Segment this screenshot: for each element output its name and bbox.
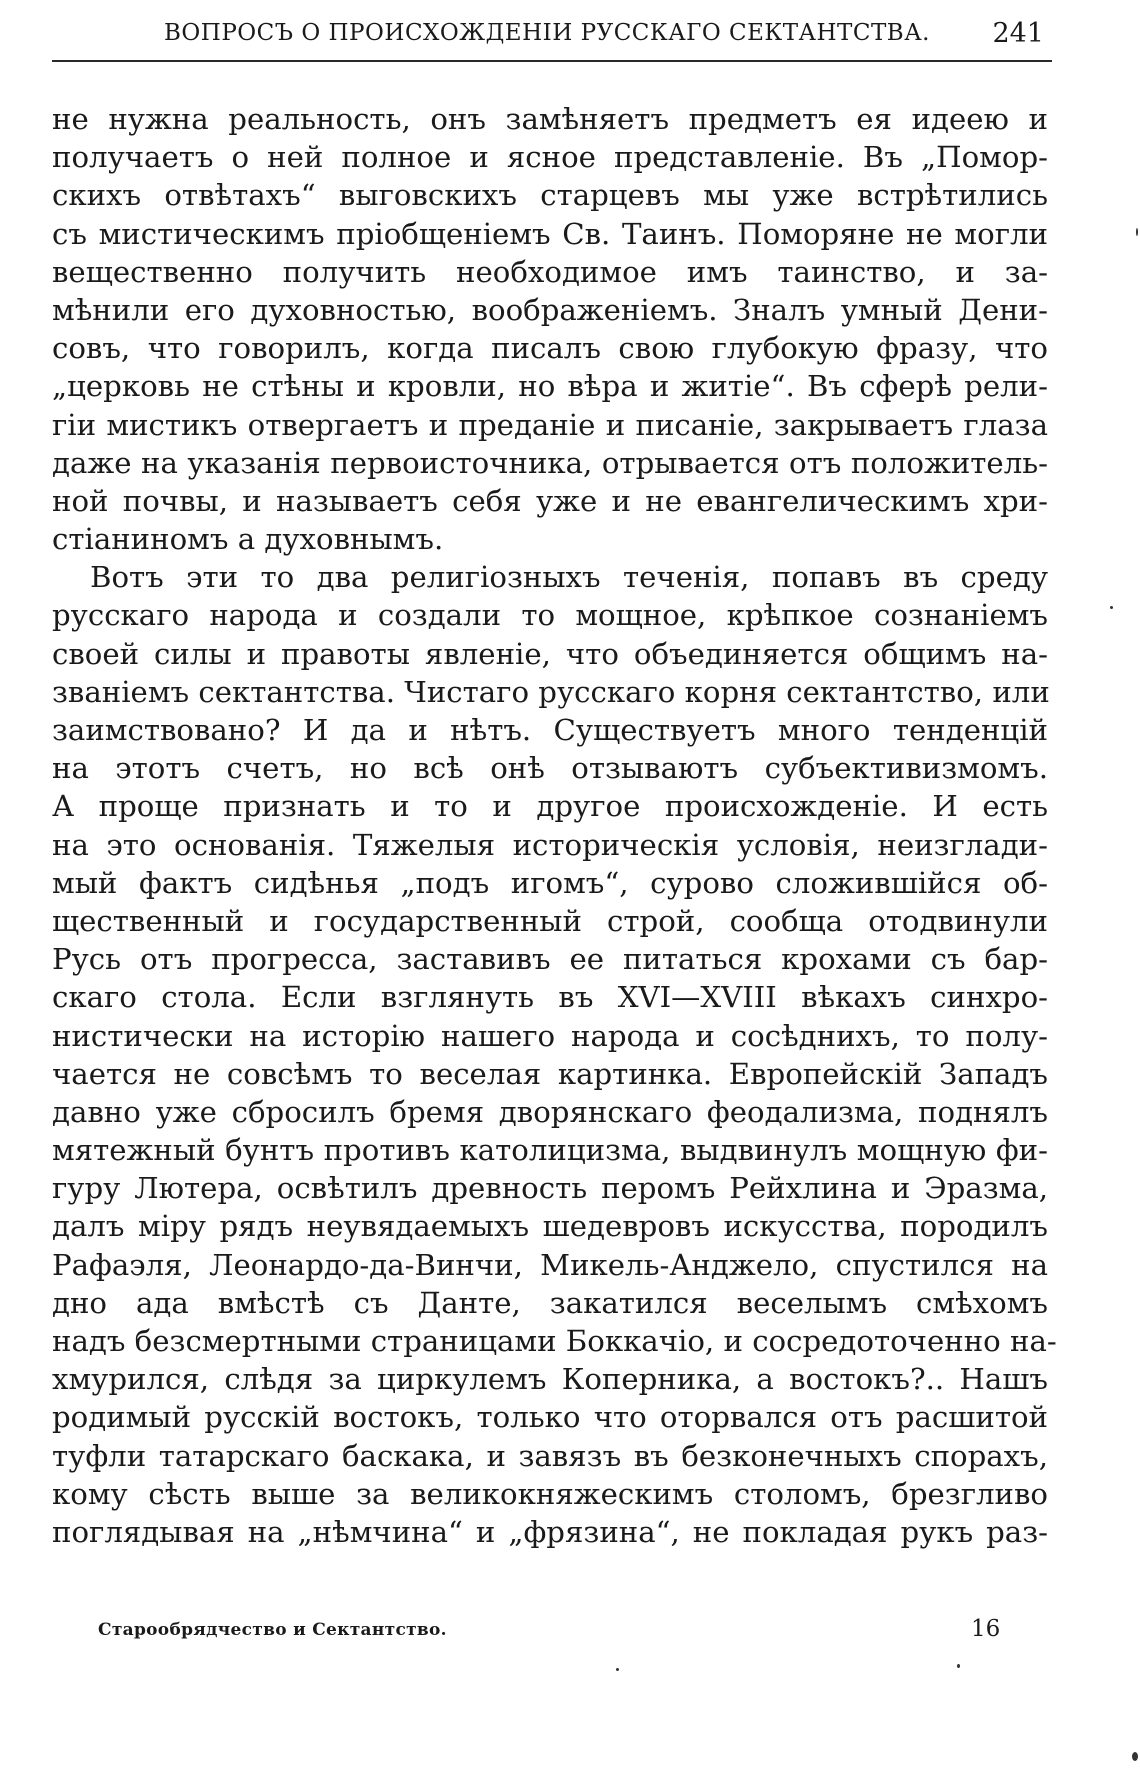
text-line: туфли татарскаго баскака, и завязъ въ безконечныхъ спорахъ, [52,1438,1048,1473]
paragraph-2 [52,558,1057,1551]
text-line: на это основанія. Тяжелыя историческія условія, неизглади- [52,827,1048,862]
text-line: Рафаэля, Леонардо-да-Винчи, Микель-Анджело, спустился на [52,1247,1048,1282]
text-line: нистически на исторію нашего народа и сосѣднихъ, то полу- [52,1018,1048,1053]
text-line: совъ, что говорилъ, когда писалъ свою глубокую фразу, что [52,331,1048,366]
text-line: гіи мистикъ отвергаетъ и преданіе и писаніе, закрываетъ глаза [52,407,1048,442]
text-line: давно уже сбросилъ бремя дворянскаго феодализма, поднялъ [52,1094,1048,1129]
page-number: 241 [992,18,1044,49]
text-line: Вотъ эти то два религіозныхъ теченія, попавъ въ среду [90,560,1048,595]
text-line: мѣнили его духовностью, воображеніемъ. Зналъ умный Дени- [52,292,1048,327]
print-speck [1132,1752,1138,1761]
text-line: званіемъ сектантства. Чистаго русскаго корня сектантство, или [52,674,1050,709]
text-line: дно ада вмѣстѣ съ Данте, закатился веселымъ смѣхомъ [52,1285,1048,1320]
text-line: скаго стола. Если взглянуть въ XVI—XVIII вѣкахъ синхро- [52,980,1048,1015]
header-rule [52,60,1052,62]
text-line: стіаниномъ а духовнымъ. [52,522,444,557]
text-line: ной почвы, и называетъ себя уже и не евангелическимъ хри- [52,483,1048,518]
text-line: поглядывая на „нѣмчина“ и „фрязина“, не покладая рукъ раз- [52,1514,1048,1549]
running-title: ВОПРОСЪ О ПРОИСХОЖДЕНІИ РУССКАГО СЕКТАНТСТВА. [164,20,930,46]
print-speck [957,1664,960,1668]
print-speck [1110,606,1113,609]
paragraph-1 [52,100,1048,558]
text-line: хмурился, слѣдя за циркулемъ Коперника, а востокъ?.. Нашъ [52,1362,1048,1397]
text-line: гуру Лютера, освѣтилъ древность перомъ Рейхлина и Эразма, [52,1171,1048,1206]
text-line: далъ міру рядъ неувядаемыхъ шедевровъ искусства, породилъ [52,1209,1048,1244]
text-line: А проще признать и то и другое происхожденіе. И есть [52,789,1048,824]
text-line: чается не совсѣмъ то веселая картинка. Европейскій Западъ [52,1056,1048,1091]
text-line: съ мистическимъ пріобщеніемъ Св. Таинъ. Поморяне не могли [52,216,1048,251]
text-line: родимый русскій востокъ, только что оторвался отъ расшитой [52,1400,1048,1435]
text-line: русскаго народа и создали то мощное, крѣпкое сознаніемъ [52,598,1048,633]
text-line: надъ безсмертными страницами Боккачіо, и сосредоточенно на- [52,1324,1057,1358]
text-line: Русь отъ прогресса, заставивъ ее питаться крохами съ бар- [52,942,1048,977]
text-line: вещественно получить необходимое имъ таинство, и за- [52,254,1048,289]
text-line: мый фактъ сидѣнья „подъ игомъ“, сурово сложившійся об- [52,865,1048,900]
page-footer [98,1616,1001,1652]
sheet-number: 16 [971,1616,1001,1642]
text-line: щественный и государственный строй, сообща отодвинули [52,903,1048,938]
text-line: получаетъ о ней полное и ясное представленіе. Въ „Помор- [52,140,1048,175]
text-line: кому сѣсть выше за великокняжескимъ столомъ, брезгливо [52,1476,1048,1511]
print-speck [1136,228,1138,236]
text-line: своей силы и правоты явленіе, что объединяется общимъ на- [52,636,1048,671]
signature-mark: Старообрядчество и Сектантство. [98,1620,447,1640]
text-line: мятежный бунтъ противъ католицизма, выдвинулъ мощную фи- [52,1133,1048,1168]
print-speck [616,1668,619,1671]
running-head [52,14,1052,56]
text-line: „церковь не стѣны и кровли, но вѣра и житіе“. Въ сферѣ рели- [52,369,1048,404]
body-text [52,100,1057,1551]
text-line: скихъ отвѣтахъ“ выговскихъ старцевъ мы уже встрѣтились [52,178,1048,213]
text-line: на этотъ счетъ, но всѣ онѣ отзываютъ субъективизмомъ. [52,751,1048,786]
text-line: заимствовано? И да и нѣтъ. Существуетъ много тенденцій [52,713,1048,747]
text-line: даже на указанія первоисточника, отрывается отъ положитель- [52,445,1048,480]
text-line: не нужна реальность, онъ замѣняетъ предметъ ея идеею и [52,102,1048,136]
